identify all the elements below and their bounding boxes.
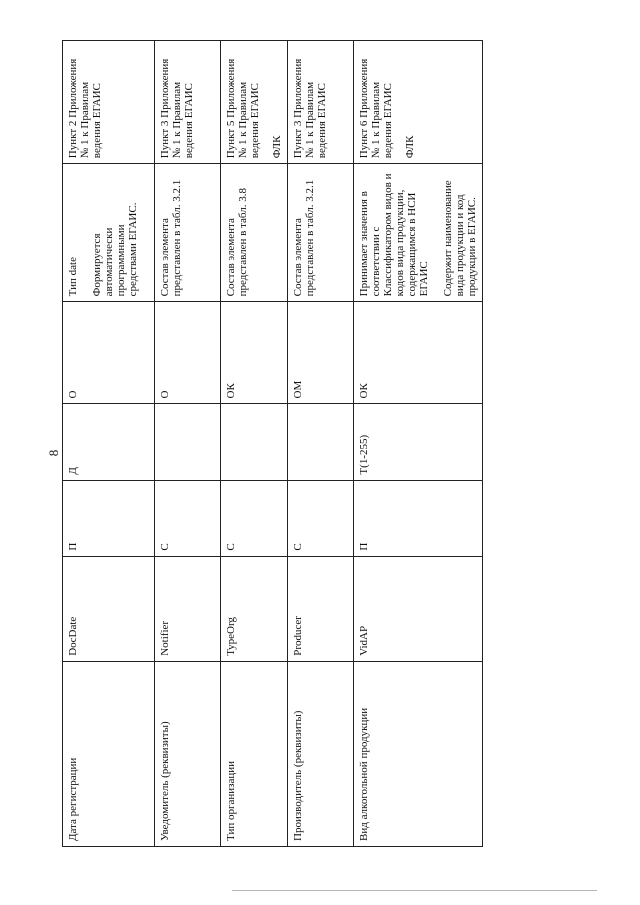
- element-description: [63, 164, 155, 302]
- element-p: П: [354, 480, 483, 556]
- description-line: Принимает значения в соответствии с Классификатором видов и кодов вида продукции, содержащимся в НСИ ЕГАИС: [358, 173, 430, 297]
- reference-line: Пункт 5 Приложения № 1 к Правилам ведения ЕГАИС: [225, 58, 261, 159]
- element-code: VidAP: [354, 556, 483, 661]
- element-type: [288, 404, 354, 480]
- element-code: TypeOrg: [221, 556, 288, 661]
- element-name: Дата регистрации: [63, 661, 155, 846]
- element-p: С: [221, 480, 288, 556]
- spec-table: [62, 40, 483, 847]
- reference-line: ФЛК: [271, 135, 283, 159]
- element-reference: [221, 41, 288, 164]
- element-description: [221, 164, 288, 302]
- description-line: Формируется автоматически программными средствами ЕГАИС.: [91, 202, 139, 297]
- page-number: 8: [46, 449, 61, 457]
- table-row: [288, 41, 354, 847]
- description-line: Состав элемента представлен в табл. 3.2.1: [292, 179, 316, 297]
- element-obligation: О: [155, 302, 221, 404]
- element-obligation: ОМ: [288, 302, 354, 404]
- element-code: DocDate: [63, 556, 155, 661]
- description-line: Содержит наименование вида продукции и код продукции в ЕГАИС.: [442, 180, 478, 297]
- table-row: [221, 41, 288, 847]
- element-reference: [354, 41, 483, 164]
- element-reference: [288, 41, 354, 164]
- reference-line: Пункт 3 Приложения № 1 к Правилам ведения ЕГАИС: [159, 58, 195, 159]
- table-row: [354, 41, 483, 847]
- element-name: Вид алкогольной продукции: [354, 661, 483, 846]
- element-type: [221, 404, 288, 480]
- element-reference: [155, 41, 221, 164]
- reference-line: Пункт 2 Приложения № 1 к Правилам ведения ЕГАИС: [67, 58, 103, 159]
- element-description: [288, 164, 354, 302]
- element-obligation: О: [63, 302, 155, 404]
- element-type: [155, 404, 221, 480]
- reference-line: ФЛК: [404, 135, 416, 159]
- scan-edge-line: [232, 890, 597, 891]
- element-type: Д: [63, 404, 155, 480]
- element-p: С: [288, 480, 354, 556]
- element-code: Notifier: [155, 556, 221, 661]
- reference-line: Пункт 6 Приложения № 1 к Правилам ведения ЕГАИС: [358, 58, 394, 159]
- element-obligation: ОК: [354, 302, 483, 404]
- description-line: Состав элемента представлен в табл. 3.8: [225, 188, 249, 297]
- element-reference: [63, 41, 155, 164]
- rotated-table-container: [62, 40, 478, 847]
- element-description: [155, 164, 221, 302]
- element-type: T(1-255): [354, 404, 483, 480]
- element-p: П: [63, 480, 155, 556]
- element-name: Производитель (реквизиты): [288, 661, 354, 846]
- element-code: Producer: [288, 556, 354, 661]
- element-p: С: [155, 480, 221, 556]
- element-name: Уведомитель (реквизиты): [155, 661, 221, 846]
- description-line: Состав элемента представлен в табл. 3.2.1: [159, 179, 183, 297]
- element-obligation: ОК: [221, 302, 288, 404]
- element-description: [354, 164, 483, 302]
- description-line: Тип date: [67, 257, 79, 297]
- element-name: Тип организации: [221, 661, 288, 846]
- table-row: [63, 41, 155, 847]
- table-row: [155, 41, 221, 847]
- reference-line: Пункт 3 Приложения № 1 к Правилам ведения ЕГАИС: [292, 58, 328, 159]
